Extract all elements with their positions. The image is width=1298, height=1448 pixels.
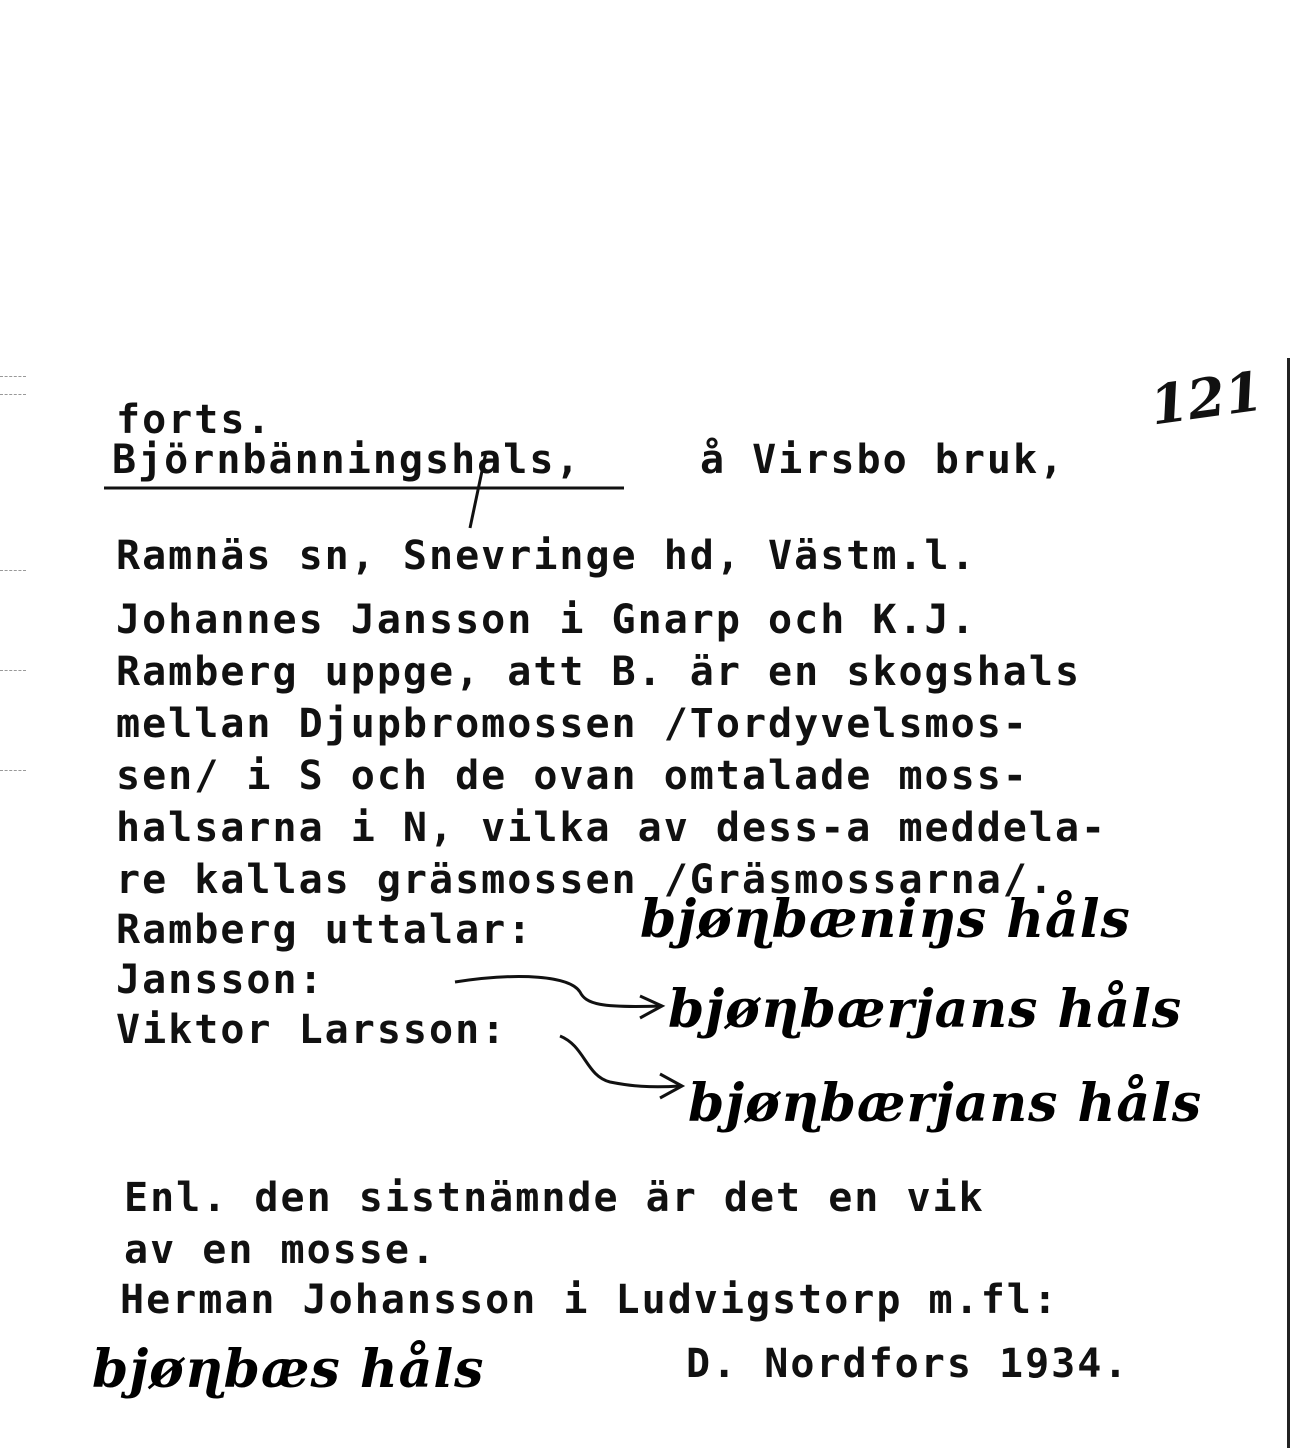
card-right-edge — [1287, 358, 1290, 1448]
pronunciation-jansson: bjøɳbærjans håls — [668, 979, 1183, 1040]
continuation-label: forts. — [116, 397, 273, 443]
body-line-6: re kallas gräsmossen /Gräsmossarna/. — [116, 857, 1055, 903]
arrowhead-larsson — [660, 1074, 682, 1098]
body-line-1: Johannes Jansson i Gnarp och K.J. — [116, 597, 977, 643]
signature-date: D. Nordfors 1934. — [686, 1341, 1130, 1387]
note-line-2: av en mosse. — [124, 1227, 437, 1273]
body-line-4: sen/ i S och de ovan omtalade moss- — [116, 753, 1029, 799]
informant-label-ramberg: Ramberg uttalar: — [116, 907, 534, 953]
informant-label-larsson: Viktor Larsson: — [116, 1007, 508, 1053]
note-line-1: Enl. den sistnämnde är det en vik — [124, 1175, 985, 1221]
body-line-5: halsarna i N, vilka av dess-a meddela- — [116, 805, 1108, 851]
scan-margin-marks — [0, 370, 30, 790]
card-number: 121 — [1146, 358, 1267, 438]
informant-label-jansson: Jansson: — [116, 957, 325, 1003]
pronunciation-ramberg: bjøɳbæniŋs håls — [640, 889, 1131, 950]
final-pronunciation: bjøɳbæs håls — [92, 1339, 485, 1400]
body-line-3: mellan Djupbromossen /Tordyvelsmos- — [116, 701, 1029, 747]
body-line-2: Ramberg uppge, att B. är en skogshals — [116, 649, 1082, 695]
place-location: å Virsbo bruk, — [700, 437, 1066, 483]
arrow-jansson — [455, 977, 660, 1007]
final-informant: Herman Johansson i Ludvigstorp m.fl: — [120, 1277, 1059, 1323]
admin-location: Ramnäs sn, Snevringe hd, Västm.l. — [116, 533, 977, 579]
place-name: Björnbänningshals, — [112, 437, 582, 483]
arrow-larsson — [560, 1036, 680, 1087]
pronunciation-larsson: bjøɳbærjans håls — [688, 1073, 1203, 1134]
arrowhead-jansson — [640, 996, 662, 1018]
